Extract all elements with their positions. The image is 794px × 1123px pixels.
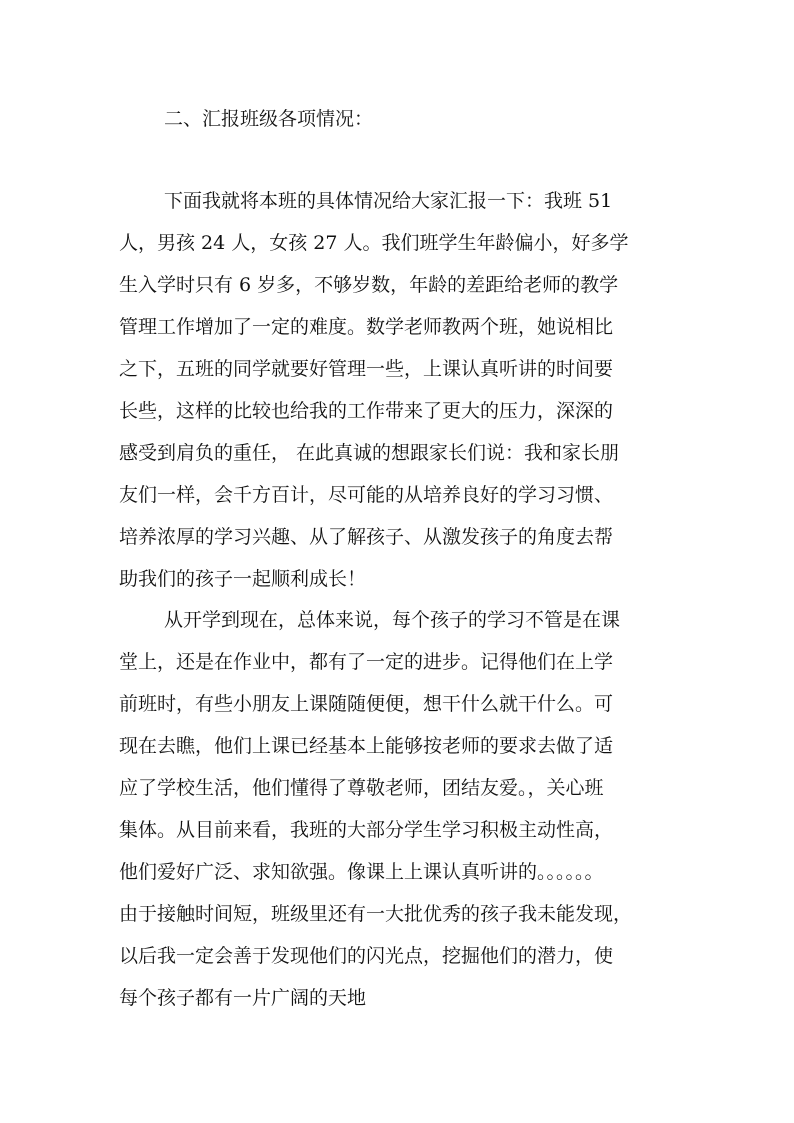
paragraph-line: 由于接触时间短，班级里还有一大批优秀的孩子我未能发现， <box>119 903 633 925</box>
paragraph-line: 以后我一定会善于发现他们的闪光点，挖掘他们的潜力，使 <box>119 945 614 967</box>
paragraph-line: 应了学校生活，他们懂得了尊敬老师，团结友爱。，关心班 <box>119 777 604 799</box>
paragraph-line: 助我们的孩子一起顺利成长！ <box>119 568 367 590</box>
paragraph-line: 每个孩子都有一片广阔的天地 <box>119 987 367 1009</box>
paragraph-line: 现在去瞧，他们上课已经基本上能够按老师的要求去做了适 <box>119 735 614 757</box>
paragraph-line: 管理工作增加了一定的难度。数学老师教两个班，她说相比 <box>119 316 614 338</box>
paragraph-line: 长些，这样的比较也给我的工作带来了更大的压力，深深的 <box>119 400 614 422</box>
paragraph-line: 前班时，有些小朋友上课随随便便，想干什么就干什么。可 <box>119 693 614 715</box>
paragraph-line: 从开学到现在，总体来说，每个孩子的学习不管是在课 <box>164 609 621 631</box>
paragraph-line: 培养浓厚的学习兴趣、从了解孩子、从激发孩子的角度去帮 <box>119 526 614 548</box>
paragraph-line: 堂上，还是在作业中，都有了一定的进步。记得他们在上学 <box>119 651 614 673</box>
paragraph-line: 感受到肩负的重任， 在此真诚的想跟家长们说：我和家长朋 <box>119 442 620 464</box>
paragraph-line: 之下，五班的同学就要好管理一些，上课认真听讲的时间要 <box>119 358 614 380</box>
section-heading: 二、汇报班级各项情况： <box>164 108 374 130</box>
paragraph-line: 集体。从目前来看，我班的大部分学生学习积极主动性高， <box>119 819 614 841</box>
paragraph-line: 他们爱好广泛、求知欲强。像课上上课认真听讲的。。。。。。 <box>119 861 604 883</box>
paragraph-line: 人，男孩 24 人，女孩 27 人。我们班学生年龄偏小，好多学 <box>119 232 629 254</box>
paragraph-line: 友们一样，会千方百计，尽可能的从培养良好的学习习惯、 <box>119 484 614 506</box>
paragraph-line: 下面我就将本班的具体情况给大家汇报一下：我班 51 <box>164 190 613 212</box>
paragraph-line: 生入学时只有 6 岁多，不够岁数，年龄的差距给老师的教学 <box>119 274 619 296</box>
